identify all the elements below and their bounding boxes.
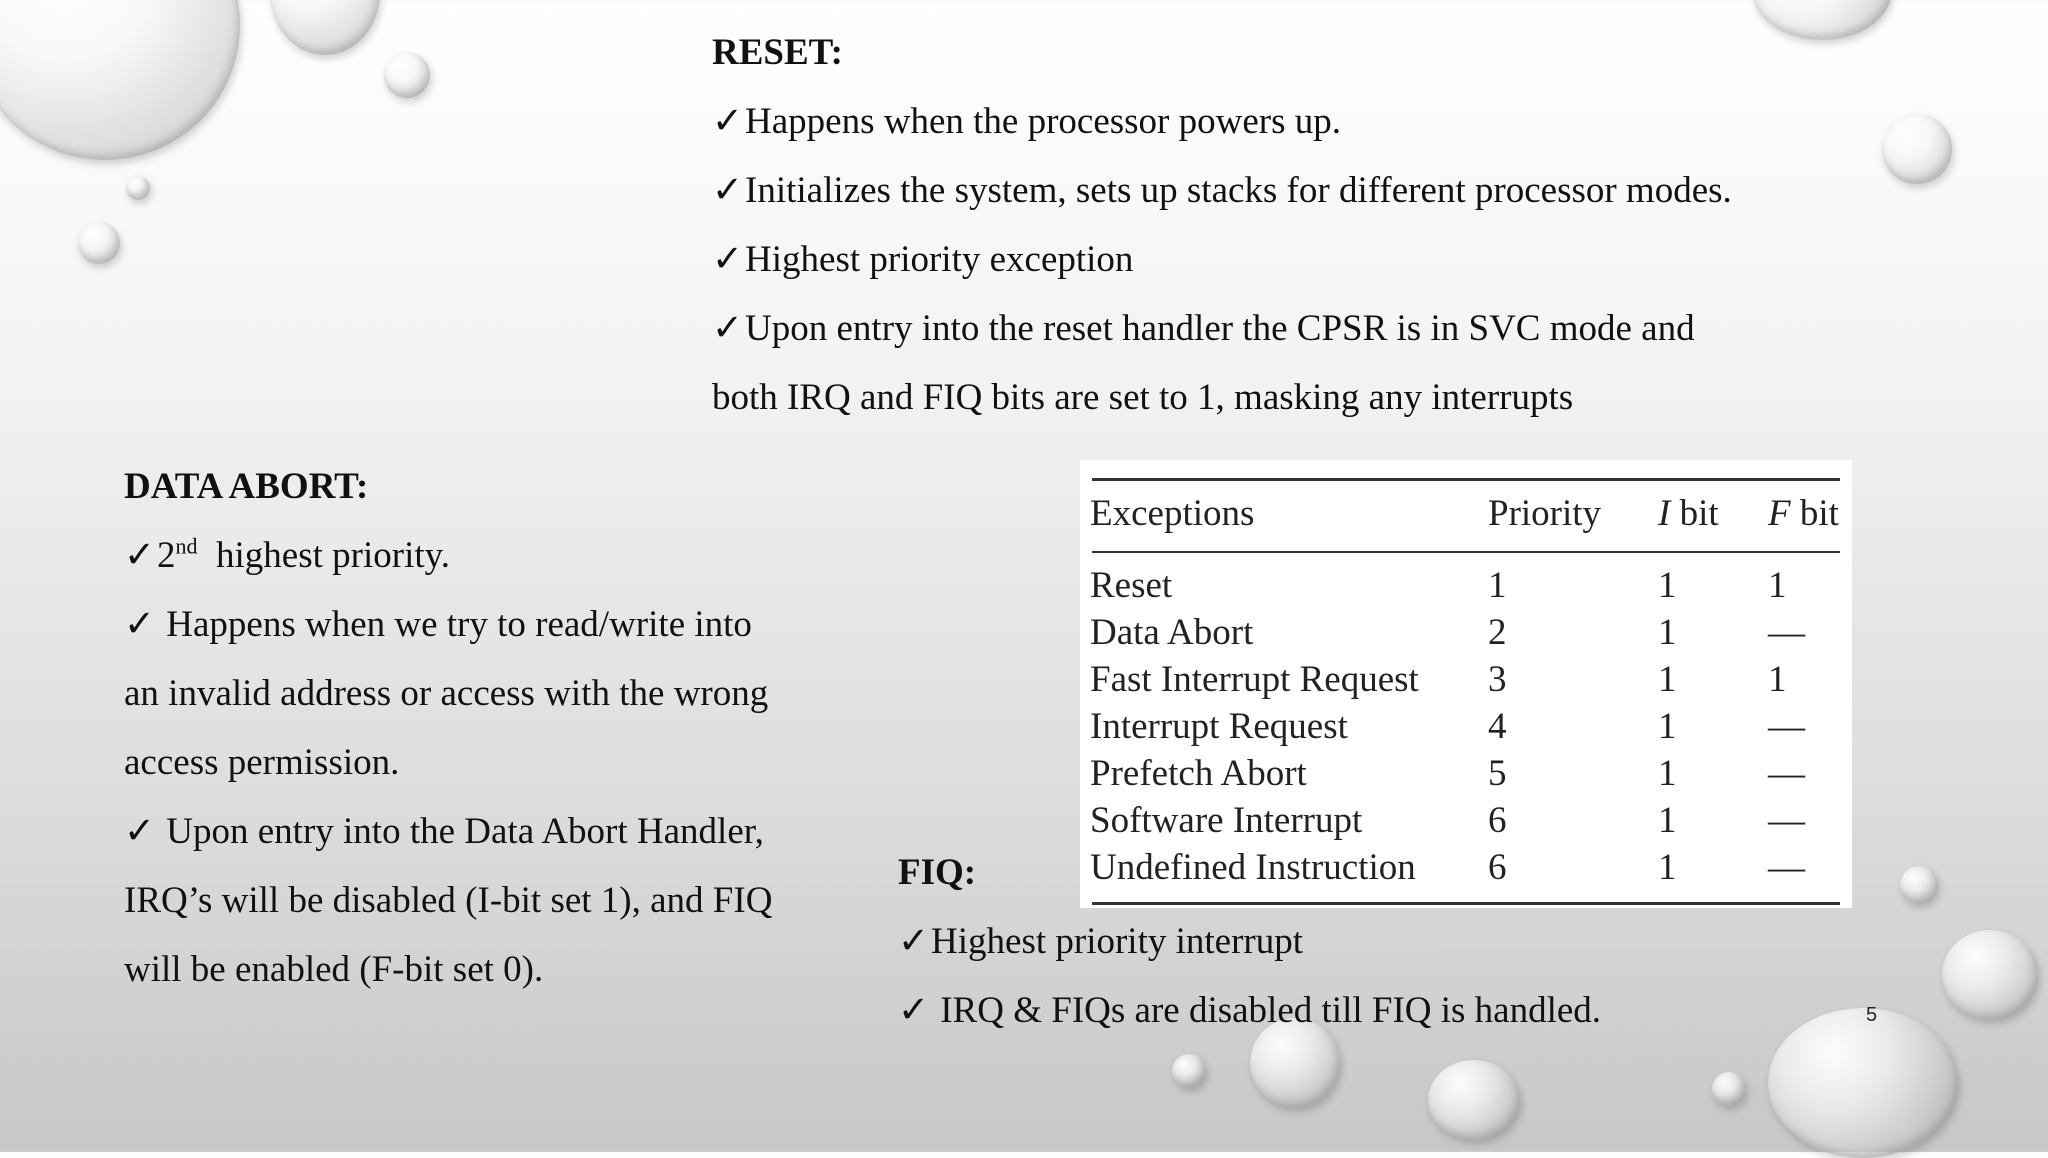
- reset-item: ✓Highest priority exception: [712, 239, 1134, 280]
- data-abort-item-continuation: IRQ’s will be disabled (I-bit set 1), and FIQ: [124, 880, 773, 921]
- data-abort-item: ✓2nd highest priority.: [124, 533, 450, 576]
- fiq-item: ✓ IRQ & FIQs are disabled till FIQ is handled.: [898, 990, 1602, 1031]
- water-droplet-decoration: [1900, 866, 1938, 904]
- table-cell-priority: 5: [1488, 753, 1507, 794]
- reset-item: ✓Happens when the processor powers up.: [712, 101, 1341, 142]
- table-cell-fbit: —: [1768, 612, 1805, 653]
- table-cell-exception: Fast Interrupt Request: [1090, 659, 1419, 700]
- table-cell-exception: Data Abort: [1090, 612, 1254, 653]
- water-droplet-decoration: [1428, 1060, 1520, 1140]
- data-abort-item-continuation: access permission.: [124, 742, 400, 783]
- water-droplet-decoration: [126, 176, 150, 200]
- table-cell-priority: 3: [1488, 659, 1507, 700]
- check-icon: ✓: [124, 811, 156, 852]
- table-cell-exception: Reset: [1090, 565, 1173, 606]
- check-icon: ✓: [712, 308, 744, 349]
- table-cell-exception: Prefetch Abort: [1090, 753, 1307, 794]
- check-icon: ✓: [124, 604, 156, 645]
- table-cell-fbit: —: [1768, 800, 1805, 841]
- table-cell-priority: 1: [1488, 565, 1507, 606]
- table-cell-fbit: —: [1768, 753, 1805, 794]
- data-abort-heading: DATA ABORT:: [124, 466, 369, 507]
- check-icon: ✓: [124, 535, 156, 576]
- reset-item: ✓Initializes the system, sets up stacks for different processor modes.: [712, 170, 1732, 211]
- data-abort-item: ✓ Upon entry into the Data Abort Handler,: [124, 811, 764, 852]
- table-header-ibit: I bit: [1658, 493, 1719, 534]
- check-icon: ✓: [712, 101, 744, 142]
- water-droplet-decoration: [1712, 1072, 1746, 1106]
- water-droplet-decoration: [0, 0, 240, 160]
- reset-section: [712, 18, 1732, 432]
- reset-item: ✓Upon entry into the reset handler the CPSR is in SVC mode and: [712, 308, 1695, 349]
- water-droplet-decoration: [1882, 114, 1952, 184]
- table-header-fbit: F bit: [1768, 493, 1839, 534]
- data-abort-item-continuation: an invalid address or access with the wrong: [124, 673, 769, 714]
- water-droplet-decoration: [78, 222, 120, 264]
- table-cell-ibit: 1: [1658, 659, 1677, 700]
- exception-priority-table: [1080, 460, 1852, 908]
- fiq-item: ✓Highest priority interrupt: [898, 921, 1304, 962]
- table-cell-fbit: 1: [1768, 659, 1787, 700]
- table-cell-priority: 6: [1488, 847, 1507, 888]
- water-droplet-decoration: [1752, 0, 1892, 40]
- check-icon: ✓: [898, 921, 930, 962]
- check-icon: ✓: [898, 990, 930, 1031]
- reset-item-continuation: both IRQ and FIQ bits are set to 1, masking any interrupts: [712, 377, 1574, 418]
- water-droplet-decoration: [1768, 1008, 1958, 1158]
- table-cell-ibit: 1: [1658, 612, 1677, 653]
- table-cell-fbit: —: [1768, 847, 1805, 888]
- data-abort-item: ✓ Happens when we try to read/write into: [124, 604, 752, 645]
- table-cell-ibit: 1: [1658, 706, 1677, 747]
- table-cell-ibit: 1: [1658, 847, 1677, 888]
- reset-heading: RESET:: [712, 32, 843, 73]
- table-cell-ibit: 1: [1658, 753, 1677, 794]
- table-cell-priority: 2: [1488, 612, 1507, 653]
- fiq-heading: FIQ:: [898, 852, 977, 893]
- page-number: 5: [1866, 1004, 1878, 1026]
- table-cell-exception: Interrupt Request: [1090, 706, 1348, 747]
- table-cell-fbit: 1: [1768, 565, 1787, 606]
- water-droplet-decoration: [270, 0, 380, 55]
- table-cell-fbit: —: [1768, 706, 1805, 747]
- water-droplet-decoration: [384, 52, 430, 98]
- check-icon: ✓: [712, 170, 744, 211]
- table-cell-exception: Undefined Instruction: [1090, 847, 1416, 888]
- data-abort-item-continuation: will be enabled (F-bit set 0).: [124, 949, 544, 990]
- table-bottom-rule: [1092, 902, 1840, 905]
- table-cell-ibit: 1: [1658, 565, 1677, 606]
- check-icon: ✓: [712, 239, 744, 280]
- table-cell-ibit: 1: [1658, 800, 1677, 841]
- table-header-rule: [1092, 551, 1840, 553]
- water-droplet-decoration: [1942, 930, 2038, 1020]
- water-droplet-decoration: [1172, 1054, 1206, 1088]
- table-cell-exception: Software Interrupt: [1090, 800, 1363, 841]
- table-header-exceptions: Exceptions: [1090, 493, 1255, 534]
- table-cell-priority: 4: [1488, 706, 1507, 747]
- table-cell-priority: 6: [1488, 800, 1507, 841]
- table-header-priority: Priority: [1488, 493, 1602, 534]
- data-abort-section: [124, 452, 772, 1004]
- table-top-rule: [1092, 478, 1840, 481]
